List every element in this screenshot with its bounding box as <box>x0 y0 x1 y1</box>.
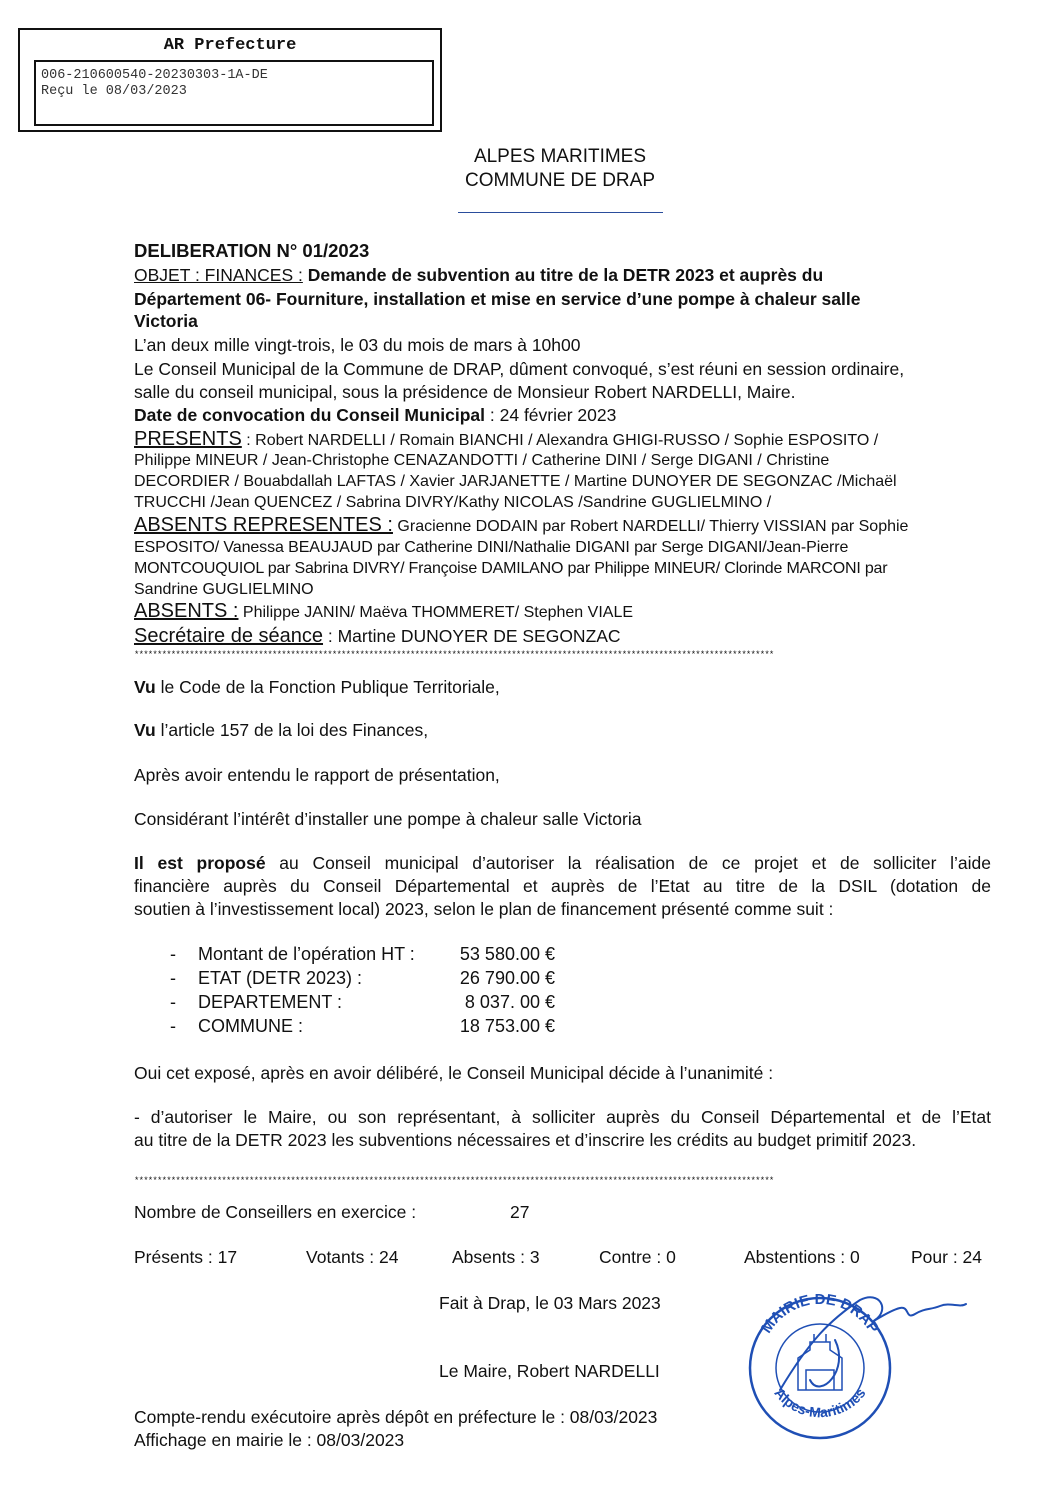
convocation-date: : 24 février 2023 <box>485 405 617 425</box>
object-text-1: Demande de subvention au titre de la DETR 2023 et auprès du <box>302 265 824 285</box>
represented-label: ABSENTS REPRESENTES : <box>134 514 393 536</box>
absents-names: Philippe JANIN/ Maëva THOMMERET/ Stephen VIALE <box>238 604 634 621</box>
represented-line-4: Sandrine GUGLIELMINO <box>134 581 314 598</box>
vote-absents: Absents : 3 <box>452 1247 540 1267</box>
financing-dash-4: - <box>170 1016 176 1036</box>
apres-line: Après avoir entendu le rapport de présentation, <box>134 765 500 785</box>
propose-text-1: au Conseil municipal d’autoriser la réalisation de ce projet et de solliciter l’aide <box>265 853 992 873</box>
mayor-signature-line: Le Maire, Robert NARDELLI <box>439 1361 660 1381</box>
stamp-reference: 006-210600540-20230303-1A-DE <box>41 68 268 83</box>
represented-line-2: ESPOSITO/ Vanessa BEAUJAUD par Catherine DINI/Nathalie DIGANI par Serge DIGANI/Jean-Pierre <box>134 539 849 556</box>
vu-text-1: le Code de la Fonction Publique Territoriale, <box>155 677 500 697</box>
conseillers-count: 27 <box>510 1202 530 1222</box>
intro-line-1: Le Conseil Municipal de la Commune de DRAP, dûment convoqué, s’est réuni en session ordinaire, <box>134 359 905 379</box>
represented-line-3: MONTCOUQUIOL par Sabrina DIVRY/ Françoise DAMILANO par Philippe MINEUR/ Clorinde MARCONI par <box>134 560 888 577</box>
stamp-details <box>34 60 434 126</box>
header-commune: COMMUNE DE DRAP <box>464 170 655 191</box>
financing-amount-4: 18 753.00 € <box>459 1016 555 1036</box>
separator-stars-2: ******************************************************************************************************************************************* <box>134 1176 774 1186</box>
presents-line-2: Philippe MINEUR / Jean-Christophe CENAZANDOTTI / Catherine DINI / Serge DIGANI / Christine <box>134 452 830 469</box>
absents-label: ABSENTS : <box>134 600 239 622</box>
object-label: OBJET : FINANCES : <box>134 265 303 285</box>
object-line-2: Département 06- Fourniture, installation et mise en service d’une pompe à chaleur salle <box>134 289 861 309</box>
header-divider <box>458 212 663 213</box>
financing-amount-2: 26 790.00 € <box>459 968 555 988</box>
propose-label: Il est proposé <box>134 853 266 873</box>
financing-dash-2: - <box>170 968 176 988</box>
header-department: ALPES MARITIMES <box>473 146 647 167</box>
financing-label-4: COMMUNE : <box>198 1016 303 1036</box>
represented-line-1 <box>134 514 908 537</box>
vote-contre: Contre : 0 <box>599 1247 676 1267</box>
propose-line-1 <box>134 852 991 874</box>
object-line-1 <box>134 264 823 286</box>
intro-line-2: salle du conseil municipal, sous la présidence de Monsieur Robert NARDELLI, Maire. <box>134 382 796 402</box>
separator-stars-1: ******************************************************************************************************************************************* <box>134 650 774 660</box>
vu-label-2: Vu <box>134 720 156 740</box>
absents-line <box>134 600 633 623</box>
propose-line-3: soutien à l’investissement local) 2023, selon le plan de financement présenté comme suit : <box>134 899 834 919</box>
decision-line-2: au titre de la DETR 2023 les subventions nécessaires et d’inscrire les crédits au budget primitif 2023. <box>134 1130 917 1150</box>
financing-label-1: Montant de l’opération HT : <box>198 944 415 964</box>
vu-text-2: l’article 157 de la loi des Finances, <box>155 720 429 740</box>
affichage-line: Affichage en mairie le : 08/03/2023 <box>134 1430 405 1450</box>
fait-a-drap: Fait à Drap, le 03 Mars 2023 <box>439 1293 661 1313</box>
stamp-received: Reçu le 08/03/2023 <box>41 84 187 99</box>
stamp-title: AR Prefecture <box>163 36 297 55</box>
decision-intro: Oui cet exposé, après en avoir délibéré, le Conseil Municipal décide à l’unanimité : <box>134 1063 774 1083</box>
presents-label: PRESENTS <box>134 428 242 450</box>
deliberation-number: DELIBERATION N° 01/2023 <box>134 240 370 261</box>
object-line-3: Victoria <box>134 311 198 331</box>
secretary-line <box>134 625 621 648</box>
represented-names-1: Gracienne DODAIN par Robert NARDELLI/ Thierry VISSIAN par Sophie <box>392 518 909 535</box>
presents-line-1 <box>134 428 878 451</box>
decision-line-1: - d’autoriser le Maire, ou son représentant, à solliciter auprès du Conseil Départemental et de l’Etat <box>134 1107 991 1127</box>
seal-top-text: MAIRIE DE DRAP <box>758 1290 882 1337</box>
financing-dash-3: - <box>170 992 176 1012</box>
vote-presents: Présents : 17 <box>134 1247 238 1267</box>
meeting-date: L’an deux mille vingt-trois, le 03 du mois de mars à 10h00 <box>134 335 581 355</box>
vote-pour: Pour : 24 <box>911 1247 983 1267</box>
financing-amount-1: 53 580.00 € <box>459 944 555 964</box>
presents-line-3: DECORDIER / Bouabdallah LAFTAS / Xavier JARJANETTE / Martine DUNOYER DE SEGONZAC /Michaël <box>134 473 897 490</box>
vu-article-line <box>134 719 428 741</box>
presents-line-4: TRUCCHI /Jean QUENCEZ / Sabrina DIVRY/Kathy NICOLAS /Sandrine GUGLIELMINO / <box>134 494 772 511</box>
financing-dash-1: - <box>170 944 176 964</box>
conseillers-label: Nombre de Conseillers en exercice : <box>134 1202 417 1222</box>
vote-abstentions: Abstentions : 0 <box>744 1247 860 1267</box>
mayor-signature <box>780 1297 966 1390</box>
convocation-label: Date de convocation du Conseil Municipal <box>134 405 486 425</box>
secretary-name: : Martine DUNOYER DE SEGONZAC <box>323 626 621 646</box>
financing-label-3: DEPARTEMENT : <box>198 992 343 1012</box>
vu-code-line <box>134 676 500 698</box>
propose-line-2: financière auprès du Conseil Départemental et auprès de l’Etat au titre de la DSIL (dotation de <box>134 876 991 896</box>
vote-votants: Votants : 24 <box>306 1247 399 1267</box>
ar-prefecture-stamp <box>18 28 442 132</box>
financing-amount-3: 8 037. 00 € <box>464 992 555 1012</box>
seal-bottom-text: Alpes-Maritimes <box>771 1384 869 1421</box>
financing-label-2: ETAT (DETR 2023) : <box>198 968 363 988</box>
convocation-line <box>134 404 616 426</box>
presents-names-1: : Robert NARDELLI / Romain BIANCHI / Alexandra GHIGI-RUSSO / Sophie ESPOSITO / <box>241 432 879 449</box>
mairie-seal-stamp <box>740 1280 980 1440</box>
compte-rendu-line: Compte-rendu exécutoire après dépôt en préfecture le : 08/03/2023 <box>134 1407 658 1427</box>
vu-label-1: Vu <box>134 677 156 697</box>
considerant-line: Considérant l’intérêt d’installer une pompe à chaleur salle Victoria <box>134 809 642 829</box>
secretary-label: Secrétaire de séance <box>134 625 324 647</box>
